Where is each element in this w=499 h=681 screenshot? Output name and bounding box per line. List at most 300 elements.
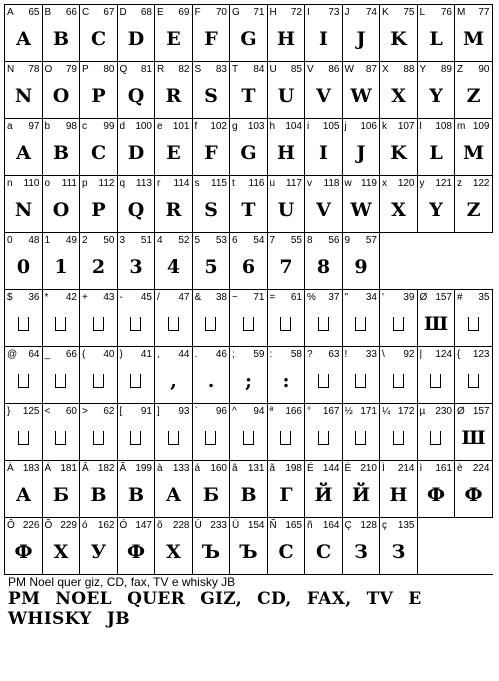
char-cell (343, 119, 381, 176)
cell-char: L (419, 7, 426, 18)
cell-glyph: Ъ (239, 541, 258, 563)
cell-char: È (344, 463, 352, 474)
cell-code: 45 (140, 292, 152, 303)
cell-char: â (232, 463, 238, 474)
cell-char: h (269, 121, 276, 132)
cell-code: 33 (365, 349, 377, 360)
cell-code: 108 (435, 121, 452, 132)
char-cell (343, 404, 381, 461)
cell-label (157, 520, 190, 531)
cell-code: 66 (65, 7, 77, 18)
cell-label (195, 520, 228, 531)
cell-glyph: V (316, 85, 331, 107)
cell-char: x (382, 178, 387, 189)
cell-glyph: Ш (461, 427, 486, 449)
cell-code: 69 (178, 7, 190, 18)
cell-label (157, 292, 190, 303)
char-cell (418, 5, 456, 62)
char-cell (455, 176, 493, 233)
cell-code: 48 (28, 235, 40, 246)
cell-label (7, 292, 40, 303)
cell-char: 0 (7, 235, 13, 246)
char-cell (80, 518, 118, 575)
cell-glyph: X (391, 199, 406, 221)
cell-label (382, 178, 415, 189)
cell-label (382, 406, 415, 417)
missing-glyph-box (343, 310, 380, 338)
cell-glyph: Ф (14, 541, 33, 563)
cell-label (270, 349, 303, 360)
cell-glyph: Й (352, 484, 370, 506)
cell-code: 120 (397, 178, 415, 189)
cell-glyph: I (319, 28, 328, 50)
missing-glyph-box (268, 424, 305, 452)
cell-label (7, 235, 40, 246)
cell-code: 93 (178, 406, 190, 417)
cell-char: k (382, 121, 387, 132)
cell-label (195, 463, 228, 474)
cell-code: 122 (472, 178, 490, 189)
char-cell (5, 5, 43, 62)
missing-glyph-box (305, 367, 342, 395)
cell-code: 100 (135, 121, 152, 132)
cell-code: 123 (472, 349, 490, 360)
cell-label (232, 121, 265, 132)
cell-label (7, 406, 40, 417)
cell-char: 7 (269, 235, 276, 246)
cell-code: 79 (65, 64, 77, 75)
cell-code: 84 (253, 64, 265, 75)
cell-glyph: C (315, 541, 331, 563)
cell-char: # (457, 292, 463, 303)
cell-glyph: Y (429, 85, 443, 107)
char-cell (118, 518, 156, 575)
cell-label (45, 178, 78, 189)
missing-glyph-box (43, 310, 80, 338)
cell-code: 42 (65, 292, 77, 303)
cell-glyph: 3 (129, 256, 143, 278)
empty-cell (455, 233, 493, 290)
cell-char: ½ (344, 406, 353, 417)
cell-glyph: L (429, 142, 443, 164)
cell-char: i (307, 121, 310, 132)
cell-glyph: K (390, 28, 407, 50)
cell-glyph: Q (127, 85, 144, 107)
cell-glyph: U (277, 85, 294, 107)
cell-char: ó (82, 520, 88, 531)
cell-glyph: M (462, 28, 484, 50)
char-cell (230, 290, 268, 347)
cell-code: 62 (103, 406, 115, 417)
cell-code: 75 (403, 7, 415, 18)
cell-label (457, 178, 490, 189)
cell-glyph: W (350, 85, 372, 107)
cell-code: 88 (403, 64, 415, 75)
cell-code: 125 (22, 406, 40, 417)
cell-label (270, 121, 303, 132)
cell-char: ñ (307, 520, 313, 531)
cell-char: á (194, 463, 201, 474)
cell-char: ; (232, 349, 235, 360)
cell-glyph: E (166, 28, 181, 50)
char-cell (155, 461, 193, 518)
missing-glyph-box (305, 310, 342, 338)
cell-code: 50 (103, 235, 115, 246)
cell-glyph: B (90, 484, 107, 506)
char-cell (268, 176, 306, 233)
cell-label (232, 292, 265, 303)
cell-label (120, 7, 153, 18)
cell-label (45, 7, 78, 18)
cell-code: 224 (472, 463, 490, 474)
cell-label (195, 349, 228, 360)
cell-glyph: Q (127, 199, 144, 221)
char-cell (268, 233, 306, 290)
cell-label (457, 121, 490, 132)
char-cell (193, 176, 231, 233)
char-cell (193, 5, 231, 62)
cell-label (157, 463, 190, 474)
char-cell (230, 5, 268, 62)
cell-label (195, 292, 228, 303)
cell-label (45, 121, 78, 132)
cell-char: \ (382, 349, 385, 360)
cell-char: è (457, 463, 463, 474)
cell-code: 72 (290, 7, 302, 18)
cell-code: 92 (403, 349, 415, 360)
cell-label (82, 292, 115, 303)
cell-code: 110 (23, 178, 40, 189)
char-cell (230, 233, 268, 290)
cell-glyph: B (127, 484, 144, 506)
char-cell (80, 5, 118, 62)
missing-glyph-box (380, 310, 417, 338)
char-cell (455, 461, 493, 518)
cell-char: S (194, 64, 202, 75)
cell-label (45, 463, 78, 474)
char-cell (380, 290, 418, 347)
cell-label (270, 292, 303, 303)
cell-label (345, 7, 378, 18)
cell-char: F (194, 7, 201, 18)
cell-glyph: Z (466, 199, 480, 221)
missing-glyph-box (43, 367, 80, 395)
cell-label (7, 121, 40, 132)
missing-glyph-box (268, 310, 305, 338)
cell-char: y (419, 178, 425, 189)
char-cell (80, 461, 118, 518)
cell-code: 124 (435, 349, 452, 360)
cell-code: 99 (103, 121, 115, 132)
missing-glyph-box (418, 367, 455, 395)
cell-label (7, 520, 40, 531)
cell-char: % (307, 292, 316, 303)
cell-code: 106 (360, 121, 377, 132)
cell-label (157, 121, 190, 132)
cell-label (420, 292, 453, 303)
cell-label (232, 406, 265, 417)
cell-char: Ç (344, 520, 352, 531)
cell-glyph: 7 (279, 256, 293, 278)
cell-char: µ (419, 406, 426, 417)
cell-char: a (7, 121, 13, 132)
cell-code: 166 (285, 406, 302, 417)
char-cell (5, 62, 43, 119)
cell-char: V (307, 64, 314, 75)
cell-char: g (232, 121, 238, 132)
cell-code: 233 (210, 520, 227, 531)
cell-code: 90 (478, 64, 490, 75)
cell-glyph: 4 (166, 256, 180, 278)
cell-code: 181 (60, 463, 77, 474)
cell-char: 8 (307, 235, 313, 246)
cell-code: 133 (172, 463, 190, 474)
char-cell (43, 119, 81, 176)
cell-glyph: A (16, 142, 31, 164)
cell-label (82, 349, 115, 360)
missing-glyph-box (193, 424, 230, 452)
cell-code: 44 (178, 349, 190, 360)
char-cell (455, 290, 493, 347)
cell-code: 54 (253, 235, 265, 246)
missing-glyph-box (80, 424, 117, 452)
cell-code: 107 (397, 121, 415, 132)
cell-code: 52 (178, 235, 190, 246)
cell-label (232, 64, 265, 75)
char-cell (80, 290, 118, 347)
cell-label (120, 520, 153, 531)
cell-char: 5 (194, 235, 201, 246)
cell-char: Ì (382, 463, 385, 474)
cell-label (345, 520, 378, 531)
cell-label (157, 406, 190, 417)
cell-label (382, 463, 415, 474)
char-cell (43, 347, 81, 404)
cell-code: 74 (365, 7, 377, 18)
cell-code: 105 (322, 121, 340, 132)
cell-label (382, 121, 415, 132)
char-cell (193, 233, 231, 290)
char-cell (305, 347, 343, 404)
cell-glyph: Z (466, 85, 480, 107)
char-cell (43, 290, 81, 347)
cell-char: W (344, 64, 354, 75)
missing-glyph-box (455, 310, 492, 338)
cell-code: 214 (397, 463, 415, 474)
char-cell (155, 347, 193, 404)
char-cell (155, 518, 193, 575)
char-cell (418, 119, 456, 176)
cell-code: 198 (285, 463, 302, 474)
char-cell (268, 62, 306, 119)
cell-label (307, 64, 340, 75)
cell-code: 157 (472, 406, 490, 417)
cell-label (307, 463, 340, 474)
cell-char: d (119, 121, 126, 132)
cell-code: 89 (440, 64, 452, 75)
cell-char: ^ (232, 406, 237, 417)
missing-glyph-box (80, 310, 117, 338)
cell-code: 58 (290, 349, 302, 360)
char-cell (230, 176, 268, 233)
cell-glyph: F (204, 28, 218, 50)
cell-code: 111 (61, 178, 77, 189)
cell-code: 64 (28, 349, 40, 360)
cell-code: 80 (103, 64, 115, 75)
cell-glyph: З (354, 541, 368, 563)
cell-char: Õ (44, 520, 53, 531)
cell-char: ? (307, 349, 313, 360)
cell-label (382, 520, 415, 531)
cell-glyph: Ш (423, 313, 448, 335)
cell-glyph: G (240, 142, 257, 164)
empty-cell (455, 518, 493, 575)
char-cell (268, 119, 306, 176)
missing-glyph-box (5, 310, 42, 338)
cell-char: à (157, 463, 163, 474)
char-cell (43, 404, 81, 461)
cell-glyph: C (90, 142, 106, 164)
cell-code: 162 (97, 520, 115, 531)
cell-char: ª (269, 406, 274, 417)
cell-char: : (269, 349, 273, 360)
missing-glyph-box (418, 424, 455, 452)
cell-char: ( (82, 349, 86, 360)
char-cell (80, 404, 118, 461)
char-cell (343, 62, 381, 119)
char-cell (380, 176, 418, 233)
cell-label (195, 7, 228, 18)
cell-label (195, 64, 228, 75)
cell-code: 86 (328, 64, 340, 75)
cell-glyph: C (278, 541, 294, 563)
cell-glyph: H (277, 28, 295, 50)
cell-label (382, 7, 415, 18)
cell-label (270, 235, 303, 246)
cell-glyph: З (391, 541, 405, 563)
cell-code: 144 (322, 463, 340, 474)
cell-char: n (7, 178, 13, 189)
cell-glyph: 1 (54, 256, 68, 278)
cell-char: O (44, 64, 53, 75)
cell-char: Ó (119, 520, 128, 531)
char-cell (380, 5, 418, 62)
char-cell (268, 5, 306, 62)
cell-code: 39 (403, 292, 415, 303)
cell-code: 114 (173, 178, 190, 189)
cell-code: 183 (22, 463, 40, 474)
cell-label (270, 7, 303, 18)
missing-glyph-box (380, 424, 417, 452)
cell-label (120, 235, 153, 246)
cell-char: D (119, 7, 127, 18)
char-cell (43, 5, 81, 62)
cell-label (82, 406, 115, 417)
char-cell (118, 62, 156, 119)
cell-char: - (119, 292, 123, 303)
cell-label (307, 235, 340, 246)
cell-glyph: Ъ (201, 541, 220, 563)
cell-char: p (82, 178, 88, 189)
cell-label (457, 7, 490, 18)
char-cell (455, 404, 493, 461)
cell-code: 112 (98, 178, 115, 189)
char-cell (343, 290, 381, 347)
cell-label (232, 349, 265, 360)
cell-code: 230 (435, 406, 452, 417)
cell-code: 167 (322, 406, 340, 417)
cell-char: & (194, 292, 202, 303)
cell-char: Á (44, 463, 52, 474)
missing-glyph-box (80, 367, 117, 395)
cell-label (232, 520, 265, 531)
empty-cell (418, 233, 456, 290)
cell-code: 171 (360, 406, 377, 417)
cell-char: q (119, 178, 126, 189)
cell-char: ] (157, 406, 160, 417)
cell-char: ° (307, 406, 311, 417)
cell-char: G (232, 7, 240, 18)
cell-char: { (457, 349, 461, 360)
cell-label (7, 349, 40, 360)
cell-label (420, 64, 453, 75)
cell-label (195, 121, 228, 132)
missing-glyph-box (5, 424, 42, 452)
cell-glyph: Ф (426, 484, 445, 506)
cell-code: 117 (286, 178, 302, 189)
char-cell (455, 62, 493, 119)
cell-label (45, 235, 78, 246)
missing-glyph-box (230, 310, 267, 338)
missing-glyph-box (305, 424, 342, 452)
cell-char: r (157, 178, 161, 189)
cell-code: 157 (435, 292, 452, 303)
cell-label (307, 178, 340, 189)
cell-label (195, 406, 228, 417)
cell-code: 82 (178, 64, 190, 75)
cell-label (457, 292, 490, 303)
cell-code: 83 (215, 64, 227, 75)
cell-label (82, 235, 115, 246)
cell-code: 172 (397, 406, 415, 417)
cell-code: 34 (365, 292, 377, 303)
cell-label (45, 520, 78, 531)
cell-code: 116 (248, 178, 265, 189)
char-cell (5, 290, 43, 347)
char-cell (43, 233, 81, 290)
cell-char: Ø (457, 406, 465, 417)
cell-glyph: Y (429, 199, 443, 221)
cell-glyph: R (165, 85, 181, 107)
char-cell (418, 404, 456, 461)
cell-code: 164 (322, 520, 340, 531)
missing-glyph-box (118, 424, 155, 452)
cell-char: A (7, 7, 14, 18)
cell-glyph: R (165, 199, 181, 221)
cell-char: w (344, 178, 352, 189)
cell-label (270, 406, 303, 417)
cell-char: = (269, 292, 276, 303)
char-cell (343, 5, 381, 62)
char-cell (230, 461, 268, 518)
char-cell (118, 461, 156, 518)
cell-char: Z (457, 64, 464, 75)
cell-glyph: Ф (464, 484, 483, 506)
cell-label (82, 178, 115, 189)
char-cell (455, 5, 493, 62)
cell-char: } (7, 406, 11, 417)
cell-code: 98 (65, 121, 77, 132)
